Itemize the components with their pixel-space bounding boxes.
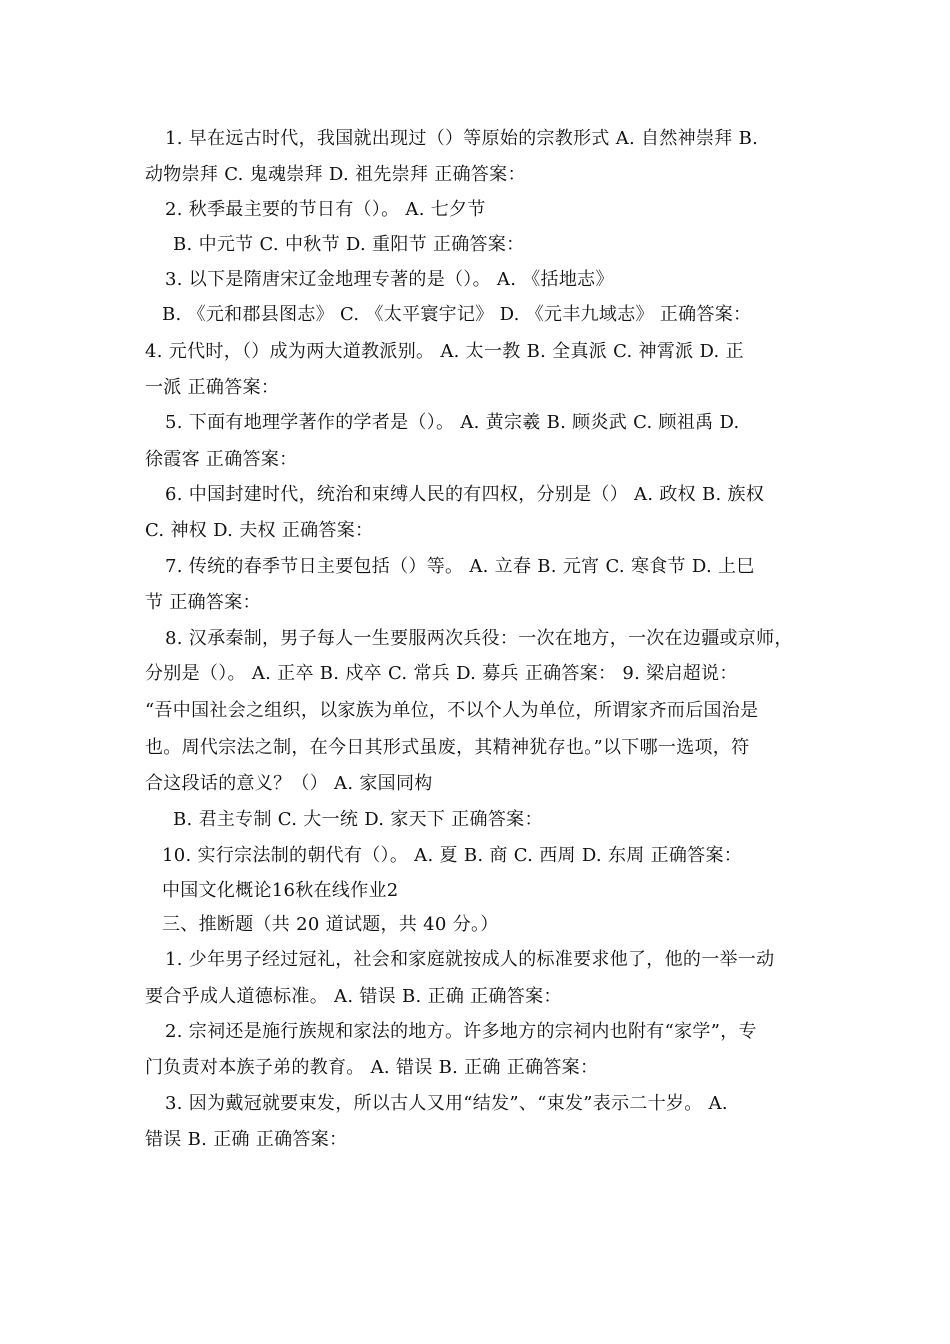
text-line: 分别是（）。 A. 正卒 B. 戍卒 C. 常兵 D. 募兵 正确答案： 9. 梁启超说：	[145, 663, 738, 684]
text-line: 错误 B. 正确 正确答案：	[145, 1129, 348, 1150]
text-line: 7. 传统的春季节日主要包括（）等。 A. 立春 B. 元宵 C. 寒食节 D. 上巳	[165, 556, 755, 577]
text-line: 2. 秋季最主要的节日有（）。 A. 七夕节	[165, 199, 486, 220]
text-line: B. 中元节 C. 中秋节 D. 重阳节 正确答案：	[173, 234, 525, 255]
text-line: B. 《元和郡县图志》 C. 《太平寰宇记》 D. 《元丰九域志》 正确答案：	[162, 304, 752, 325]
text-line: 4. 元代时，（）成为两大道教派别。 A. 太一教 B. 全真派 C. 神霄派 D. 正	[145, 341, 744, 362]
text-line: 徐霞客 正确答案：	[145, 449, 298, 470]
text-line: 2. 宗祠还是施行族规和家法的地方。许多地方的宗祠内也附有“家学”，专	[165, 1021, 757, 1042]
text-line: 合这段话的意义？（） A. 家国同构	[145, 773, 433, 794]
text-line: 动物崇拜 C. 鬼魂崇拜 D. 祖先崇拜 正确答案：	[145, 164, 526, 185]
section-heading: 三、推断题（共 20 道试题，共 40 分。）	[162, 914, 499, 935]
text-line: 一派 正确答案：	[145, 377, 280, 398]
text-line: 3. 以下是隋唐宋辽金地理专著的是（）。 A. 《括地志》	[165, 269, 614, 290]
text-line: B. 君主专制 C. 大一统 D. 家天下 正确答案：	[173, 809, 543, 830]
text-line: 1. 早在远古时代，我国就出现过（）等原始的宗教形式 A. 自然神崇拜 B.	[165, 128, 759, 149]
text-line: 要合乎成人道德标准。 A. 错误 B. 正确 正确答案：	[145, 986, 562, 1007]
text-line: 3. 因为戴冠就要束发，所以古人又用“结发”、“束发”表示二十岁。 A.	[165, 1093, 728, 1114]
text-line: 5. 下面有地理学著作的学者是（）。 A. 黄宗羲 B. 顾炎武 C. 顾祖禹 D.	[165, 412, 740, 433]
text-line: C. 神权 D. 夫权 正确答案：	[145, 520, 374, 541]
text-line: 1. 少年男子经过冠礼，社会和家庭就按成人的标准要求他了，他的一举一动	[165, 949, 775, 970]
text-line: 也。周代宗法之制，在今日其形式虽废，其精神犹存也。”以下哪一选项，符	[145, 737, 750, 758]
text-line: 节 正确答案：	[145, 592, 261, 613]
text-line: “吾中国社会之组织，以家族为单位，不以个人为单位，所谓家齐而后国治是	[145, 700, 759, 721]
text-line: 8. 汉承秦制，男子每人一生要服两次兵役：一次在地方，一次在边疆或京师，	[165, 628, 793, 649]
text-line: 10. 实行宗法制的朝代有（）。 A. 夏 B. 商 C. 西周 D. 东周 正确答案：	[162, 845, 743, 866]
section-title: 中国文化概论16秋在线作业2	[162, 880, 399, 901]
text-line: 门负责对本族子弟的教育。 A. 错误 B. 正确 正确答案：	[145, 1057, 599, 1078]
text-line: 6. 中国封建时代，统治和束缚人民的有四权，分别是（） A. 政权 B. 族权	[165, 484, 765, 505]
